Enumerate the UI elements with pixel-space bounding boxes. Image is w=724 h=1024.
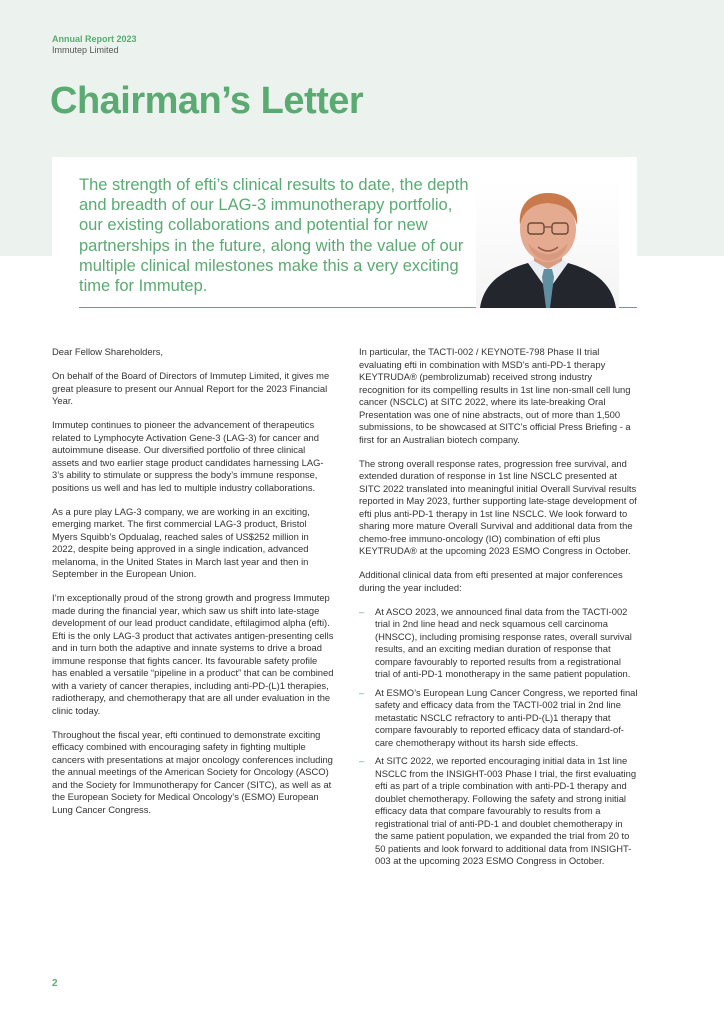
list-item-text: At SITC 2022, we reported encouraging initial data in 1st line NSCLC from the INSIGHT-003 Phase I trial, the first evaluating efti as part of a triple combination with anti-PD-1 therapy and doublet chemotherapy. Following the safety and strong initial efficacy data that compare favourably to results from a registrational trial of anti-PD-1 and doublet chemotherapy in the same patient population, we expanded the trial from 20 to 50 patients and look forward to additional data from INSIGHT-003 at the upcoming 2023 ESMO Congress in October. (375, 755, 637, 866)
pull-quote-panel (52, 157, 637, 309)
paragraph: On behalf of the Board of Directors of Immutep Limited, it gives me great pleasure to present our Annual Report for the 2023 Financial Year. (52, 370, 330, 406)
report-title: Annual Report 2023 (52, 34, 137, 44)
bullet-dash: – (359, 755, 365, 766)
list-item (359, 687, 638, 750)
conference-list (359, 606, 638, 868)
left-column (52, 346, 334, 828)
paragraph: In particular, the TACTI-002 / KEYNOTE-798 Phase II trial evaluating efti in combination with MSD’s anti-PD-1 therapy KEYTRUDA® (pembrolizumab) received strong industry recognition for its compelling results in 1st line non-small cell lung cancer (NSCLC) at SITC 2022, where its late-breaking Oral Presentation was one of nine abstracts, out of more than 1,500 submissions, to be showcased at SITC’s official Press Briefing - a first for an Australian biotech company. (359, 346, 631, 445)
right-column (359, 346, 638, 874)
company-name: Immutep Limited (52, 45, 119, 55)
report-header (52, 34, 137, 56)
bullet-dash: – (359, 686, 365, 698)
page-number: 2 (52, 978, 58, 989)
list-item (359, 606, 638, 681)
paragraph: Throughout the fiscal year, efti continued to demonstrate exciting efficacy combined with encouraging safety in fighting multiple cancers with presentations at major oncology conferences including the annual meetings of the American Society for Oncology (ASCO) and the Society for Immunotherapy for Cancer (SITC), as well as at the European Society for Medical Oncology’s (ESMO) European Lung Cancer Congress. (52, 728, 333, 815)
paragraph: The strong overall response rates, progression free survival, and extended duration of response in 1st line NSCLC presented at SITC 2022 translated into meaningful initial Overall Survival results reported in May 2023, further supporting late-stage development of efti plus anti-PD-1 therapy in 1st line NSCLC. We look forward to sharing more mature Overall Survival and additional data from the chemo-free immuno-oncology (IO) combination of efti plus KEYTRUDA® at the upcoming 2023 ESMO Congress in October. (359, 457, 637, 556)
paragraph: Additional clinical data from efti presented at major conferences during the year included: (359, 569, 623, 593)
list-item-text: At ASCO 2023, we announced final data from the TACTI-002 trial in 2nd line head and neck squamous cell carcinoma (HNSCC), including promising response rates, overall survival results, and an exciting median duration of response that compare favourably to reported results from a registrational trial of anti-PD-1 monotherapy in the same patient population. (375, 605, 632, 679)
salutation: Dear Fellow Shareholders, (52, 346, 163, 357)
paragraph: Immutep continues to pioneer the advancement of therapeutics related to Lymphocyte Activation Gene-3 (LAG-3) for cancer and autoimmune disease. Our diversified portfolio of three clinical assets and two earlier stage product candidates harnessing LAG-3’s ability to stimulate or suppress the body’s immune response, positions us well and has led to multiple industry collaborations. (52, 419, 324, 493)
paragraph: As a pure play LAG-3 company, we are working in an exciting, emerging market. The first commercial LAG-3 product, Bristol Myers Squibb’s Opdualag, reached sales of US$252 million in 2022, despite being approved in a single indication, advanced melanoma, in the United States in March last year and then in September in the European Union. (52, 505, 310, 579)
bullet-dash: – (359, 605, 365, 617)
pull-quote: The strength of efti’s clinical results to date, the depth and breadth of our LAG-3 immunotherapy portfolio, our existing collaborations and potential for new partnerships in the future, along with the value of our multiple clinical milestones make this a very exciting time for Immutep. (79, 176, 469, 296)
page-title: Chairman’s Letter (50, 80, 364, 122)
chairman-portrait (476, 181, 619, 308)
list-item-text: At ESMO’s European Lung Cancer Congress, we reported final safety and efficacy data from the TACTI-002 trial in 2nd line metastatic NSCLC refractory to anti-PD-(L)1 therapy that compare favourably to reported efficacy data of standard-of-care chemotherapy without its harsh side effects. (375, 686, 638, 748)
list-item (359, 755, 638, 868)
paragraph: I’m exceptionally proud of the strong growth and progress Immutep made during the financial year, which saw us shift into late-stage development of our lead product candidate, eftilagimod alpha (efti). Efti is the only LAG-3 product that activates antigen-presenting cells and in turn both the adaptive and innate systems to drive a broad immune response that fights cancer. Its favourable safety profile has enabled a versatile “pipeline in a product” that can be combined with a variety of cancer therapies, including anti-PD-(L)1 therapies, radiotherapy, and chemotherapy that are all under evaluation in the clinic today. (52, 592, 334, 716)
